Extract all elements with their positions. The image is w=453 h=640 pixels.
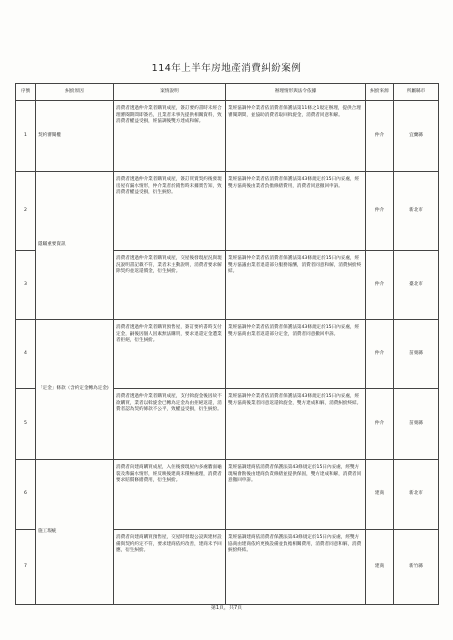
dispute-table <box>15 83 439 605</box>
row-county: 苗栗縣 <box>394 320 439 389</box>
row-source: 建商 <box>366 530 394 605</box>
row-handling: 業經協調仲介業者依消費者保護法第11條之1規定辦理，提供合理審閱期間，並協助消費者取回斡旋金，消費者同意和解。 <box>226 101 366 172</box>
header-description: 案情說明 <box>114 84 226 101</box>
row-description: 消費者透過仲介業者購買預售屋，簽訂要約書時支付定金，嗣後因個人因素無法購買，要求退還定金遭業者拒絕，衍生糾紛。 <box>114 320 226 389</box>
header-handling: 辦理情形與法令依據 <box>226 84 366 101</box>
table-row <box>16 460 439 530</box>
row-handling: 業經協調仲介業者依消費者保護法第43條規定於15日內妥處，經雙方協商後業者同意返還斡旋金，雙方達成和解，消費糾紛終結。 <box>226 389 366 460</box>
row-handling: 業經協調仲介業者依消費者保護法第43條規定於15日內妥處，經雙方協商由業者返還部分定金，消費者同意撤回申訴。 <box>226 320 366 389</box>
row-source: 仲介 <box>366 389 394 460</box>
row-source: 建商 <box>366 460 394 530</box>
row-source: 仲介 <box>366 251 394 320</box>
row-number: 7 <box>16 530 36 605</box>
table-row <box>16 320 439 389</box>
header-cause: 糾紛原因 <box>36 84 114 101</box>
row-county: 苗栗縣 <box>394 389 439 460</box>
row-number: 4 <box>16 320 36 389</box>
row-number: 3 <box>16 251 36 320</box>
header-no: 序號 <box>16 84 36 101</box>
row-county: 宜蘭縣 <box>394 101 439 172</box>
row-county: 新竹縣 <box>394 530 439 605</box>
row-number: 2 <box>16 172 36 251</box>
row-description: 消費者透過仲介業者購買成屋，交屋後發現屋況與現況說明書記載不符，業者未主動說明，消費者要求解除契約並返還價金，衍生糾紛。 <box>114 251 226 320</box>
table-row <box>16 172 439 251</box>
document-title: 114年上半年房地產消費糾紛案例 <box>151 63 302 74</box>
row-number: 1 <box>16 101 36 172</box>
row-description: 消費者向建商購買成屋，入住後發現屋內多處牆面龜裂及滲漏水情形，經反映後建商未積極處理，消費者要求賠償修繕費用，衍生糾紛。 <box>114 460 226 530</box>
row-county: 新北市 <box>394 172 439 251</box>
table-row <box>16 101 439 172</box>
row-number: 6 <box>16 460 36 530</box>
page-footer: 第1頁，共7頁 <box>210 605 243 611</box>
row-cause: 「定金」條款（含約定金轉為定金) <box>36 320 114 460</box>
row-handling: 業經協調仲介業者依消費者保護法第43條規定於15日內妥處，經雙方協議由業者退還部分服務報酬，消費者同意和解，消費糾紛終結。 <box>226 251 366 320</box>
row-source: 仲介 <box>366 101 394 172</box>
row-number: 5 <box>16 389 36 460</box>
row-cause: 隱瞞重要資訊 <box>36 172 114 320</box>
row-source: 仲介 <box>366 172 394 251</box>
row-cause: 契約審閱權 <box>36 101 114 172</box>
row-handling: 業經協調建商依消費者保護法第43條規定於15日內妥處，經雙方協商由建商依約更換設備並負擔相關費用，消費者同意和解，消費糾紛終結。 <box>226 530 366 605</box>
row-cause: 施工瑕疵 <box>36 460 114 605</box>
row-description: 消費者透過仲介業者購買成屋，簽訂要約書時未經合理審閱期間即簽名，且業者未事先提供相關資料，致消費者權益受損，經協調後雙方達成和解。 <box>114 101 226 172</box>
header-source: 糾紛來源 <box>366 84 394 101</box>
header-county: 所屬縣市 <box>394 84 439 101</box>
row-description: 消費者透過仲介業者購買成屋，簽訂買賣契約後發現房屋有漏水情形，仲介業者於銷售時未據實告知，致消費者權益受損，衍生糾紛。 <box>114 172 226 251</box>
row-county: 新北市 <box>394 460 439 530</box>
row-county: 臺北市 <box>394 251 439 320</box>
row-handling: 業經協調仲介業者依消費者保護法第43條規定於15日內妥處，經雙方協商後由業者負擔修繕費用，消費者同意撤回申訴。 <box>226 172 366 251</box>
row-description: 消費者向建商購買預售屋，交屋時發現公設與建材設備與契約約定不符，要求建商依約改善，建商未予回應，衍生糾紛。 <box>114 530 226 605</box>
row-source: 仲介 <box>366 320 394 389</box>
table-header-row <box>16 84 439 101</box>
row-description: 消費者透過仲介業者購買成屋，支付斡旋金後因故不欲購買，業者以斡旋金已轉為定金為由拒絕返還，消費者認為契約條款不公平，致權益受損，衍生糾紛。 <box>114 389 226 460</box>
row-handling: 業經協調建商依消費者保護法第43條規定於15日內妥處，經雙方現場會勘後由建商負責修繕並提供保固，雙方達成和解，消費者同意撤回申訴。 <box>226 460 366 530</box>
